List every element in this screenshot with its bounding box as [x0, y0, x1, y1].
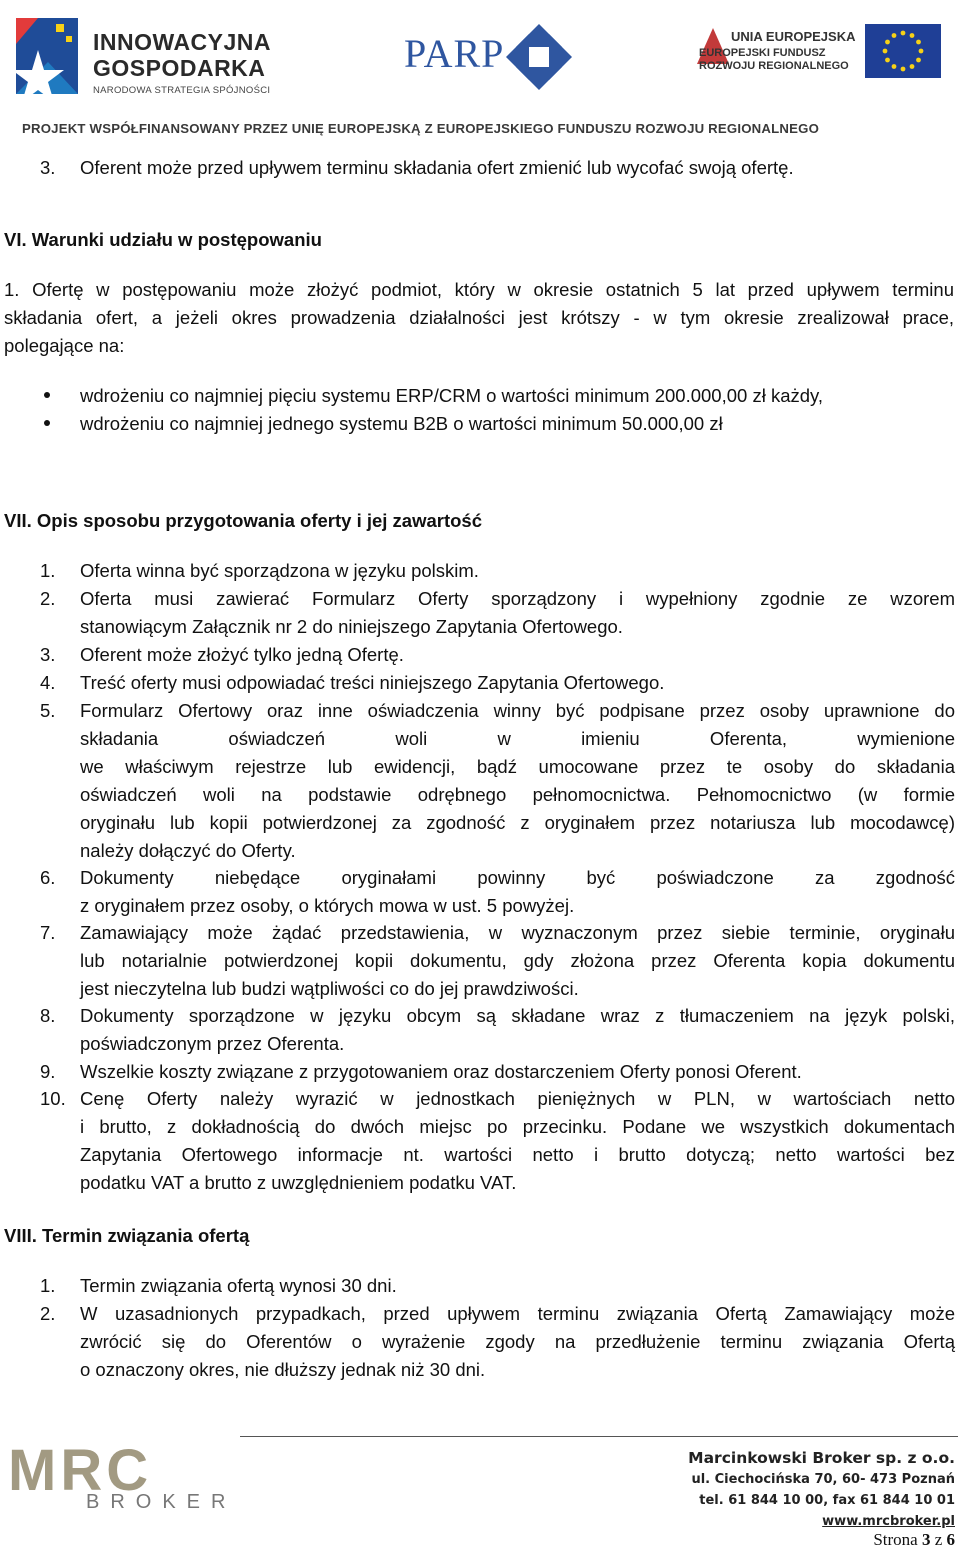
- company-phone: tel. 61 844 10 00, fax 61 844 10 01: [699, 1493, 955, 1508]
- company-website-link[interactable]: www.mrcbroker.pl: [822, 1514, 955, 1529]
- list-item-line: Termin związania ofertą wynosi 30 dni.: [80, 1275, 397, 1296]
- list-item-line: zwrócić się do Oferentów o wyrażenie zgody na przedłużenie terminu związania Ofertą: [80, 1331, 955, 1352]
- page-current: 3: [921, 1530, 931, 1549]
- list-item-line: W uzasadnionych przypadkach, przed upływem terminu związania Ofertą Zamawiający może: [80, 1303, 955, 1324]
- star-logo-icon: [8, 10, 88, 105]
- list-number: 6.: [40, 867, 56, 888]
- bullet-dot: [44, 420, 50, 426]
- page-header: [0, 0, 960, 145]
- project-banner: PROJEKT WSPÓŁFINANSOWANY PRZEZ UNIĘ EUROPEJSKĄ Z EUROPEJSKIEGO FUNDUSZU ROZWOJU REGIONALNEGO: [22, 121, 820, 136]
- section-7-heading: VII. Opis sposobu przygotowania oferty i jej zawartość: [4, 510, 483, 531]
- page-number: [873, 1530, 955, 1550]
- list-item-line: składania oświadczeń woli w imieniu Oferenta, wymienione: [80, 728, 955, 749]
- list-number: 7.: [40, 922, 56, 943]
- page-total: 6: [946, 1530, 955, 1549]
- list-number: 2.: [40, 588, 56, 609]
- company-info: [688, 1447, 955, 1532]
- eu-line1: UNIA EUROPEJSKA: [731, 29, 856, 44]
- list-item-line: Cenę Oferty należy wyrazić w jednostkach pieniężnych w PLN, w wartościach netto: [80, 1088, 955, 1109]
- mrc-logo-text: MRC: [8, 1438, 153, 1503]
- list-item-line: lub notarialnie potwierdzonej kopii dokumentu, gdy złożona przez Oferenta kopia dokumentu: [80, 950, 955, 971]
- list-item-line: oryginału lub kopii potwierdzonej za zgodność z oryginałem przez notariusza lub mocodawcę): [80, 812, 955, 833]
- list-item-line: Treść oferty musi odpowiadać treści niniejszego Zapytania Ofertowego.: [80, 672, 665, 693]
- section-6-line: polegające na:: [4, 335, 125, 356]
- mrc-logo-subtext: BROKER: [86, 1491, 237, 1513]
- eu-logo: [695, 20, 945, 90]
- bullet-item: wdrożeniu co najmniej jednego systemu B2B o wartości minimum 50.000,00 zł: [80, 413, 723, 434]
- list-item-line: Formularz Ofertowy oraz inne oświadczenia winny być podpisane przez osoby uprawnione do: [80, 700, 955, 721]
- list-item-line: Zamawiający może żądać przedstawienia, w wyznaczonym przez siebie terminie, oryginału: [80, 922, 955, 943]
- list-number: 3.: [40, 644, 56, 665]
- list-number: 4.: [40, 672, 56, 693]
- section-8-heading: VIII. Termin związania ofertą: [4, 1225, 250, 1246]
- list-item-line: Wszelkie koszty związane z przygotowaniem oraz dostarczeniem Oferty ponosi Oferent.: [80, 1061, 802, 1082]
- list-item-line: z oryginałem przez osoby, o których mowa w ust. 5 powyżej.: [80, 895, 575, 916]
- list-number: 1.: [40, 1275, 56, 1296]
- list-number: 5.: [40, 700, 56, 721]
- intro-number: 3.: [40, 157, 56, 178]
- logo-line2: GOSPODARKA: [93, 55, 266, 81]
- list-item-line: we właściwym rejestrze lub ewidencji, bądź umocowane przez te osoby do składania: [80, 756, 955, 777]
- section-6-line: składania ofert, a jeżeli okres prowadzenia działalności jest krótszy - w tym okresie zrealizował prace,: [4, 307, 954, 328]
- bullet-dot: [44, 392, 50, 398]
- list-item-line: o oznaczony okres, nie dłuższy jednak niż 30 dni.: [80, 1359, 486, 1380]
- list-item-line: Oferent może złożyć tylko jedną Ofertę.: [80, 644, 404, 665]
- parp-text: PARP: [404, 31, 505, 76]
- parp-arrows-icon: [504, 22, 574, 92]
- list-item-line: Dokumenty niebędące oryginałami powinny być poświadczone za zgodność: [80, 867, 955, 888]
- company-name: Marcinkowski Broker sp. z o.o.: [688, 1449, 955, 1467]
- section-6-line: 1. Ofertę w postępowaniu może złożyć podmiot, który w okresie ostatnich 5 lat przed upływem terminu: [4, 279, 954, 300]
- page-of: z: [934, 1530, 943, 1549]
- footer-divider: [240, 1436, 958, 1437]
- innowacyjna-gospodarka-logo: [8, 10, 298, 105]
- intro-text: Oferent może przed upływem terminu składania ofert zmienić lub wycofać swoją ofertę.: [80, 157, 794, 178]
- parp-logo: [400, 20, 580, 90]
- list-item-line: oświadczeń woli na podstawie odrębnego pełnomocnictwa. Pełnomocnictwo (w formie: [80, 784, 955, 805]
- page-label: Strona: [873, 1530, 918, 1549]
- list-item-line: należy dołączyć do Oferty.: [80, 840, 296, 861]
- company-address: ul. Ciechocińska 70, 60- 473 Poznań: [691, 1472, 955, 1487]
- list-item-line: Oferta musi zawierać Formularz Oferty sporządzony i wypełniony zgodnie ze wzorem: [80, 588, 955, 609]
- list-item-line: Oferta winna być sporządzona w języku polskim.: [80, 560, 479, 581]
- eu-flag-icon: [865, 24, 941, 78]
- bullet-item: wdrożeniu co najmniej pięciu systemu ERP/CRM o wartości minimum 200.000,00 zł każdy,: [80, 385, 824, 406]
- list-item-line: jest nieczytelna lub budzi wątpliwości co do jej prawdziwości.: [80, 978, 579, 999]
- eu-line2: EUROPEJSKI FUNDUSZ: [699, 47, 826, 59]
- list-item-line: stanowiącym Załącznik nr 2 do niniejszego Zapytania Ofertowego.: [80, 616, 623, 637]
- list-number: 1.: [40, 560, 56, 581]
- list-number: 2.: [40, 1303, 56, 1324]
- section-6-heading: VI. Warunki udziału w postępowaniu: [4, 229, 322, 250]
- list-item-line: i brutto, z dokładnością do dwóch miejsc po przecinku. Podane we wszystkich dokumentach: [80, 1116, 955, 1137]
- list-item-line: poświadczonym przez Oferenta.: [80, 1033, 345, 1054]
- logo-line3: NARODOWA STRATEGIA SPÓJNOŚCI: [93, 85, 271, 96]
- list-number: 9.: [40, 1061, 56, 1082]
- list-item-line: Zapytania Ofertowego informacje nt. wartości netto i brutto dotyczą; netto wartości bez: [80, 1144, 955, 1165]
- list-item-line: podatku VAT a brutto z uwzględnieniem podatku VAT.: [80, 1172, 517, 1193]
- mrc-broker-logo: [4, 1440, 244, 1515]
- list-number: 8.: [40, 1005, 56, 1026]
- logo-line1: INNOWACYJNA: [93, 29, 272, 55]
- list-number: 10.: [40, 1088, 66, 1109]
- list-item-line: Dokumenty sporządzone w języku obcym są składane wraz z tłumaczeniem na język polski,: [80, 1005, 955, 1026]
- eu-line3: ROZWOJU REGIONALNEGO: [699, 60, 849, 72]
